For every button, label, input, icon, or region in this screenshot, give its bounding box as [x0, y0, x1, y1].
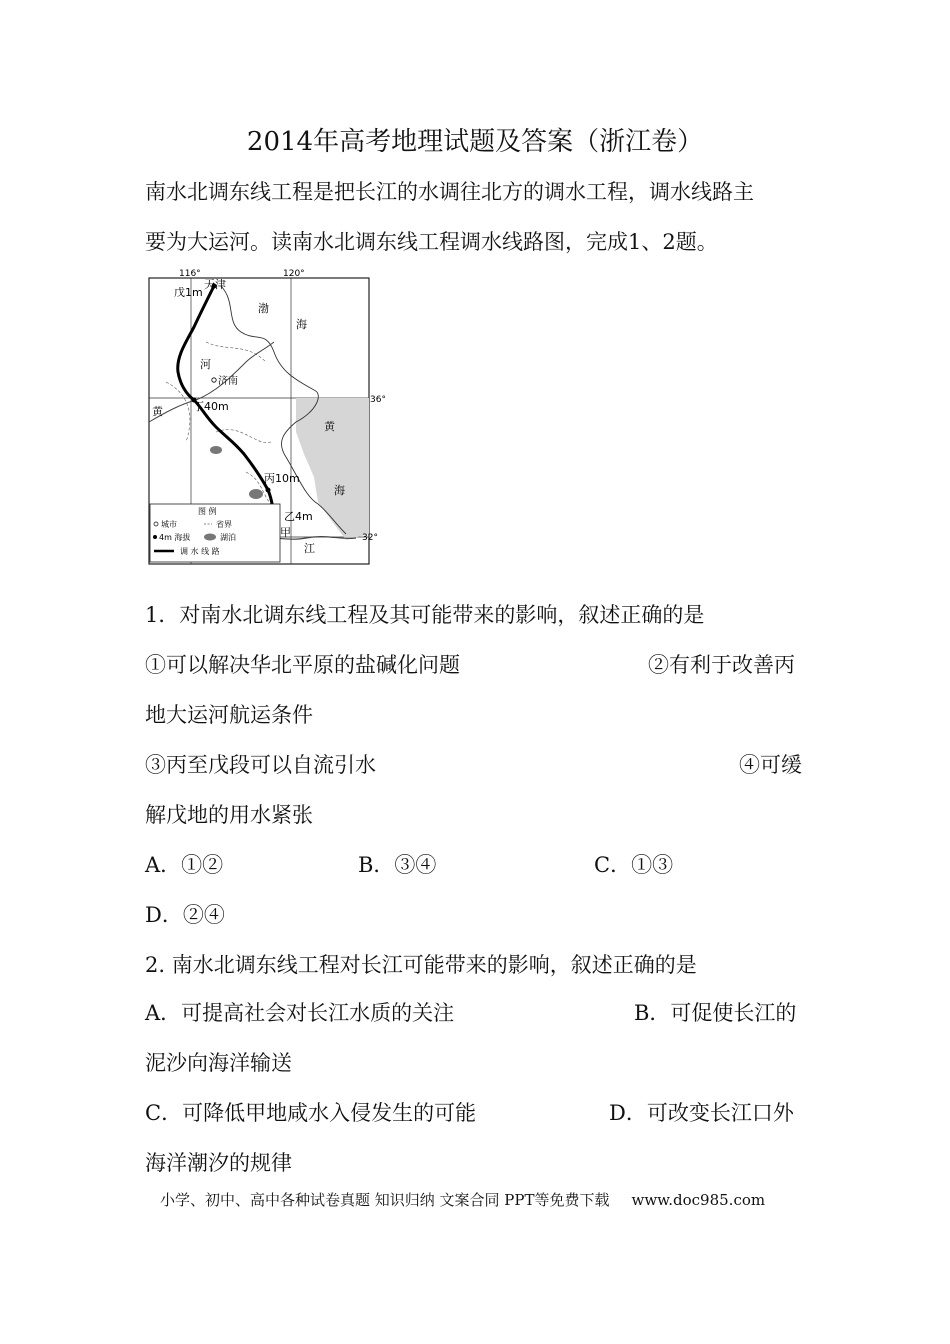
label-yi: 乙4m: [284, 510, 313, 523]
legend-lake: 湖泊: [220, 533, 236, 542]
water-diversion-map: [146, 269, 386, 566]
label-bohai-2: 海: [296, 318, 307, 331]
q1-choice-a: A．①②: [145, 853, 224, 877]
q1-option-4b: 解戊地的用水紧张: [145, 803, 313, 827]
page-footer: [160, 1188, 765, 1212]
label-jia: 甲: [280, 526, 291, 539]
label-bing: 丙10m: [264, 472, 300, 485]
legend-province: 省界: [216, 520, 232, 529]
q1-option-2b: 地大运河航运条件: [145, 703, 313, 727]
lake-shape: [249, 489, 263, 499]
q1-option-3: ③丙至戊段可以自流引水: [145, 753, 376, 777]
page-title: 2014年高考地理试题及答案（浙江卷）: [246, 127, 704, 157]
q2-choice-d-part2: 海洋潮汐的规律: [145, 1151, 292, 1175]
label-jiang: 江: [304, 542, 315, 555]
q2-choice-b-part1: B．可促使长江的: [634, 1001, 797, 1025]
legend-title: 图 例: [198, 507, 217, 516]
intro-line-2: 要为大运河。读南水北调东线工程调水线路图，完成1、2题。: [145, 230, 718, 254]
legend-elevation: 4m 海拔: [159, 533, 191, 542]
legend-route: 调 水 线 路: [180, 547, 220, 556]
q2-choice-b-part2: 泥沙向海洋输送: [145, 1051, 292, 1075]
q1-choice-d: D．②④: [145, 903, 225, 927]
footer-text: 小学、初中、高中各种试卷真题 知识归纳 文案合同 PPT等免费下载: [160, 1191, 610, 1209]
q1-choice-b: B．③④: [358, 853, 437, 877]
q2-choice-a: A．可提高社会对长江水质的关注: [145, 1001, 455, 1025]
q2-choice-d-part1: D．可改变长江口外: [609, 1101, 794, 1125]
q1-option-4a: ④可缓: [739, 753, 802, 777]
lake-shape: [210, 446, 222, 454]
lat-label-32: 32°: [362, 533, 378, 543]
label-wu: 戊1m: [174, 286, 203, 299]
lon-label-120: 120°: [283, 269, 305, 279]
q1-option-2a: ②有利于改善丙: [648, 653, 795, 677]
map-legend: [150, 504, 280, 562]
label-jinan: 济南: [218, 376, 238, 387]
label-huang-sea-2: 海: [334, 484, 345, 497]
label-huang-river: 黄: [152, 405, 163, 418]
label-bohai-1: 渤: [258, 302, 269, 315]
label-tianjin: 天津: [204, 278, 226, 291]
q2-stem: 2. 南水北调东线工程对长江可能带来的影响，叙述正确的是: [145, 953, 697, 977]
intro-line-1: 南水北调东线工程是把长江的水调往北方的调水工程，调水线路主: [145, 180, 754, 204]
lon-label-116: 116°: [179, 269, 201, 279]
q1-stem: 1．对南水北调东线工程及其可能带来的影响，叙述正确的是: [145, 603, 705, 627]
label-ding: 丁40m: [193, 400, 229, 413]
q2-choice-c: C．可降低甲地咸水入侵发生的可能: [145, 1101, 477, 1125]
q1-option-1: ①可以解决华北平原的盐碱化问题: [145, 653, 460, 677]
footer-url[interactable]: www.doc985.com: [631, 1191, 766, 1209]
q1-choice-c: C．①③: [594, 853, 674, 877]
label-river: 河: [200, 358, 211, 371]
legend-city: 城市: [161, 520, 177, 529]
label-huang-sea-1: 黄: [324, 420, 335, 433]
lat-label-36: 36°: [370, 395, 386, 405]
